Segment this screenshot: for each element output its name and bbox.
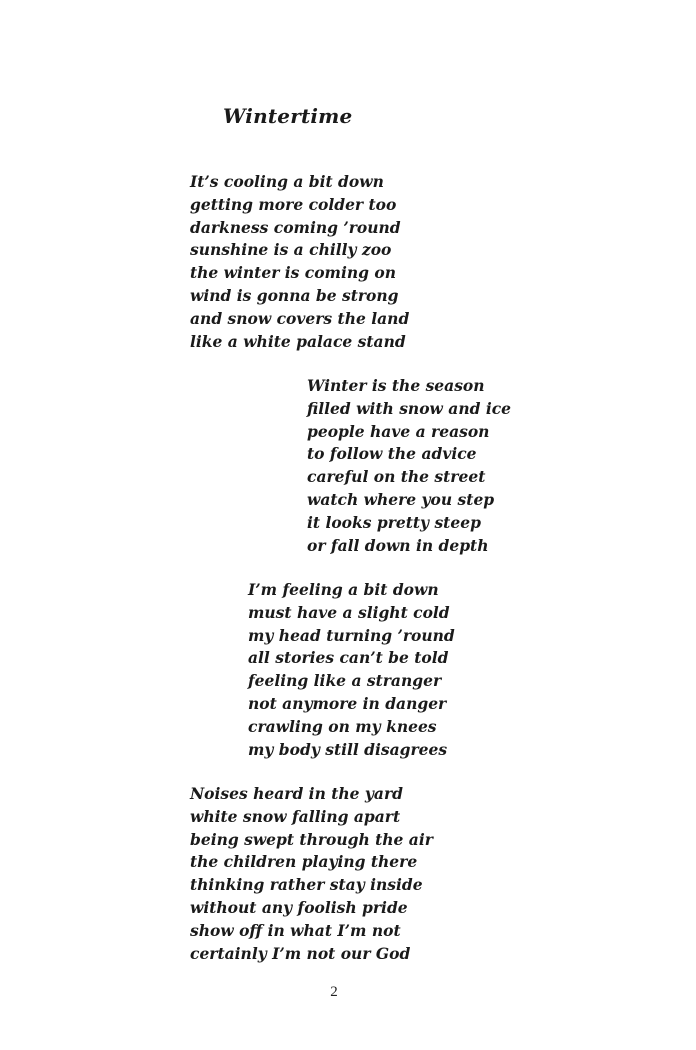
poem-line: filled with snow and ice	[307, 398, 512, 418]
poem-line: careful on the street	[307, 467, 486, 487]
poem-line: show off in what I’m not	[190, 920, 401, 940]
poem-line: darkness coming ’round	[190, 217, 401, 237]
poem-line: the children playing there	[190, 852, 418, 872]
poem-line: it looks pretty steep	[307, 512, 481, 532]
poem-line: white snow falling apart	[190, 806, 401, 826]
poem-line: without any foolish pride	[190, 897, 408, 917]
poem-line: watch where you step	[307, 489, 495, 509]
poem-line: sunshine is a chilly zoo	[190, 240, 392, 260]
poem-line: all stories can’t be told	[248, 648, 449, 668]
poem-line: Winter is the season	[307, 376, 485, 395]
poem-line: must have a slight cold	[248, 602, 450, 622]
page-number: 2	[330, 984, 338, 1000]
poem-line: certainly I’m not our God	[190, 943, 411, 963]
poem-line: crawling on my knees	[248, 716, 437, 736]
stanza-3	[248, 579, 455, 761]
poem-line: thinking rather stay inside	[190, 875, 423, 895]
poem-line: not anymore in danger	[248, 693, 447, 713]
poem-line: the winter is coming on	[190, 263, 396, 283]
stanza-2	[307, 375, 511, 557]
poem-line: and snow covers the land	[190, 308, 410, 328]
poem-line: or fall down in depth	[307, 535, 489, 555]
poem-line: my head turning ’round	[248, 625, 455, 645]
poem-line: feeling like a stranger	[248, 671, 442, 691]
poem-line: being swept through the air	[190, 829, 433, 849]
poem-line: like a white palace stand	[190, 331, 406, 351]
poem-line: Noises heard in the yard	[190, 784, 403, 803]
poem-line: people have a reason	[307, 421, 490, 441]
stanza-4	[190, 783, 433, 965]
poem-line: wind is gonna be strong	[190, 285, 399, 305]
poem-line: my body still disagrees	[248, 739, 448, 759]
poem-line: to follow the advice	[307, 444, 477, 464]
poem-line: getting more colder too	[190, 194, 397, 214]
stanza-1	[190, 171, 409, 353]
poem-title: Wintertime	[223, 104, 353, 128]
poem-line: I’m feeling a bit down	[248, 580, 439, 599]
poem-line: It’s cooling a bit down	[190, 172, 384, 191]
